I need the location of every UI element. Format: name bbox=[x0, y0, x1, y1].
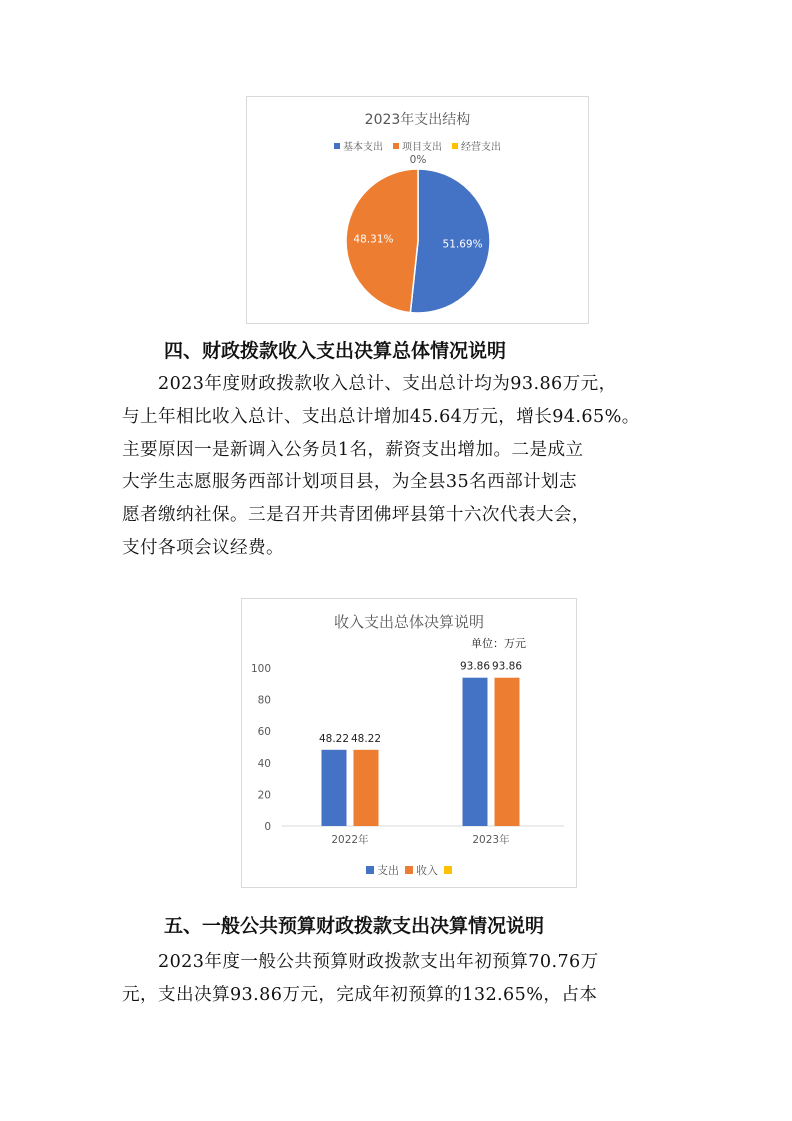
paragraph-line: 元，支出决算93.86万元，完成年初预算的132.65%，占本 bbox=[122, 984, 598, 1005]
pie-data-label: 51.69% bbox=[442, 238, 483, 251]
pie-data-label: 0% bbox=[409, 154, 427, 166]
pie-chart bbox=[246, 96, 589, 324]
bar-plot bbox=[242, 599, 578, 889]
bar bbox=[463, 678, 488, 826]
paragraph-line: 愿者缴纳社保。三是召开共青团佛坪县第十六次代表大会， bbox=[122, 505, 590, 526]
bar-legend bbox=[242, 862, 576, 878]
y-tick-label: 80 bbox=[257, 694, 271, 707]
bar-legend-label: 支出 bbox=[377, 864, 399, 877]
bar bbox=[354, 750, 379, 826]
bar-legend-item bbox=[366, 862, 399, 878]
bar bbox=[495, 678, 520, 826]
section-5-heading: 五、一般公共预算财政拨款支出决算情况说明 bbox=[164, 915, 545, 937]
bar-chart bbox=[241, 598, 577, 888]
pie-chart-title: 2023年支出结构 bbox=[364, 112, 471, 128]
bar-data-label: 93.86 bbox=[459, 660, 491, 673]
paragraph-line: 大学生志愿服务西部计划项目县，为全县35名西部计划志 bbox=[122, 472, 578, 493]
bar-chart-unit: 单位：万元 bbox=[471, 637, 526, 650]
bar-chart-title: 收入支出总体决算说明 bbox=[333, 613, 484, 631]
y-tick-label: 20 bbox=[257, 789, 271, 802]
y-tick-label: 40 bbox=[257, 757, 271, 770]
section-5-paragraph bbox=[122, 946, 682, 1012]
bar-legend-swatch-income bbox=[405, 866, 413, 874]
paragraph-line: 2023年度财政拨款收入总计、支出总计均为93.86万元， bbox=[158, 374, 617, 394]
bar-data-label: 93.86 bbox=[491, 660, 523, 673]
pie-legend-label: 基本支出 bbox=[343, 142, 383, 153]
pie-legend-label: 项目支出 bbox=[402, 142, 442, 153]
x-tick-label: 2022年 bbox=[331, 834, 369, 846]
paragraph-line: 2023年度一般公共预算财政拨款支出年初预算70.76万 bbox=[158, 952, 599, 972]
y-tick-label: 0 bbox=[264, 821, 271, 833]
bar bbox=[322, 750, 347, 826]
y-tick-label: 100 bbox=[250, 663, 271, 675]
bar-legend-label: 收入 bbox=[416, 864, 438, 877]
bar-data-label: 48.22 bbox=[350, 732, 382, 745]
bar-legend-item bbox=[444, 862, 452, 878]
y-tick-label: 60 bbox=[257, 726, 271, 739]
section-4-paragraph bbox=[122, 368, 682, 565]
bar-legend-swatch-empty bbox=[444, 866, 452, 874]
bar-data-label: 48.22 bbox=[318, 732, 350, 745]
pie-legend-label: 经营支出 bbox=[461, 142, 501, 153]
x-tick-label: 2023年 bbox=[472, 834, 510, 846]
pie-plot bbox=[247, 97, 590, 325]
paragraph-line: 与上年相比收入总计、支出总计增加45.64万元，增长94.65%。 bbox=[122, 406, 640, 427]
pie-data-label: 48.31% bbox=[353, 233, 394, 246]
section-4-heading: 四、财政拨款收入支出决算总体情况说明 bbox=[164, 340, 507, 362]
paragraph-line: 主要原因一是新调入公务员1名，薪资支出增加。二是成立 bbox=[122, 439, 584, 460]
bar-legend-item bbox=[405, 862, 438, 878]
bar-legend-swatch-expense bbox=[366, 866, 374, 874]
paragraph-line: 支付各项会议经费。 bbox=[122, 537, 284, 558]
